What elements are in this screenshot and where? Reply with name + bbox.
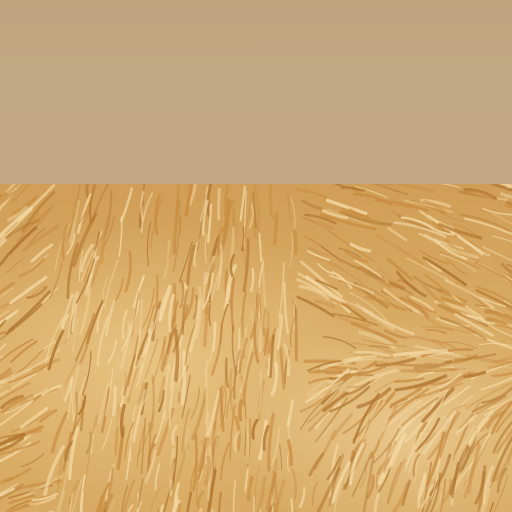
fur-texture bbox=[0, 184, 512, 512]
fur-strand bbox=[157, 276, 158, 308]
fur-strand bbox=[180, 215, 181, 236]
fur-strand bbox=[269, 355, 270, 374]
fur-strand bbox=[294, 301, 295, 330]
fur-strand bbox=[114, 387, 116, 415]
fur-region bbox=[0, 184, 512, 512]
plain-backdrop bbox=[0, 0, 512, 184]
fur-strand bbox=[240, 401, 241, 420]
fur-strand bbox=[226, 359, 228, 387]
fur-strand bbox=[206, 361, 207, 398]
fur-strand bbox=[294, 231, 296, 254]
fur-strand bbox=[183, 352, 185, 403]
fur-strand bbox=[310, 372, 341, 373]
fur-strand bbox=[197, 464, 198, 505]
fur-strand bbox=[275, 213, 277, 243]
fur-strand bbox=[176, 330, 178, 380]
fur-strand bbox=[219, 190, 220, 219]
